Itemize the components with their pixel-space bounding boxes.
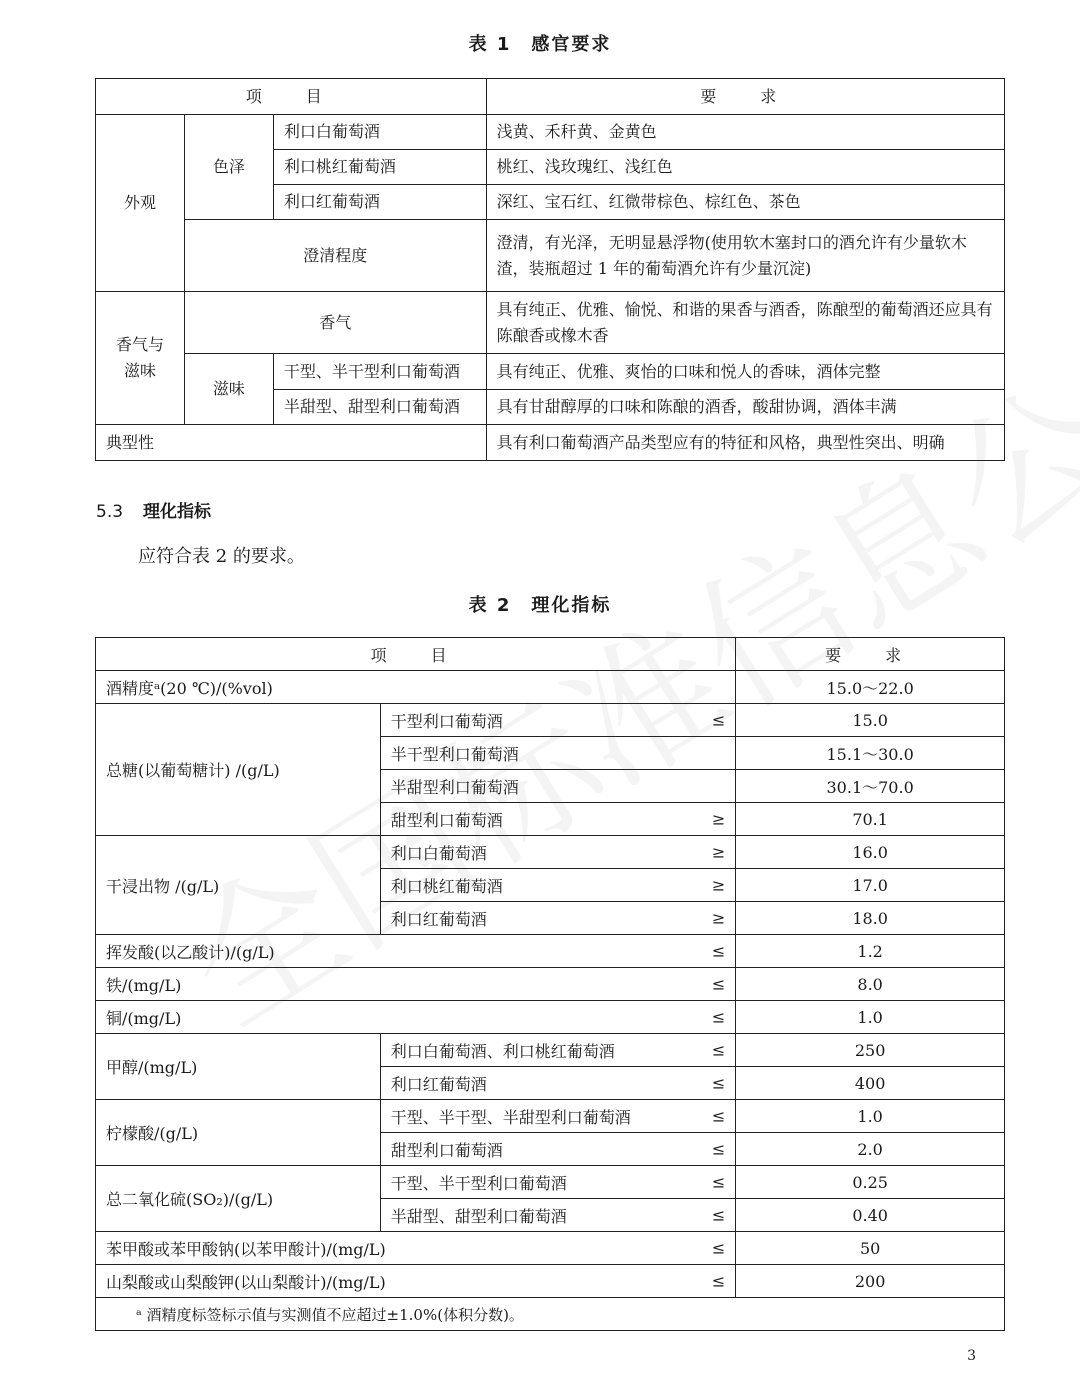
- item-white: 利口白葡萄酒: [273, 115, 486, 150]
- item-aroma: 香气: [184, 292, 486, 354]
- comparison-symbol: ≤: [711, 1007, 726, 1027]
- extract-value-1: 16.0: [736, 836, 1005, 869]
- sorbic-row: [96, 1265, 736, 1298]
- header-item: 项 目: [96, 79, 487, 115]
- section-title: 理化指标: [143, 502, 212, 522]
- citric-acid-label: 柠檬酸/(g/L): [96, 1100, 381, 1166]
- req-aroma: 具有纯正、优雅、愉悦、和谐的果香与酒香，陈酿型的葡萄酒还应具有陈酿香或橡木香: [486, 292, 1004, 354]
- benzoic-label: 苯甲酸或苯甲酸钠(以苯甲酸计)/(mg/L): [106, 1239, 386, 1259]
- sugar-sub-2: [380, 737, 736, 770]
- table-row: [96, 671, 1005, 704]
- sub-label: 甜型利口葡萄酒: [390, 1140, 503, 1160]
- so2-value-2: 0.40: [736, 1199, 1005, 1232]
- sub-label: 利口红葡萄酒: [390, 909, 487, 929]
- table-row: [96, 1100, 1005, 1133]
- volatile-acid-row: [96, 935, 736, 968]
- so2-value-1: 0.25: [736, 1166, 1005, 1199]
- body-paragraph: 应符合表 2 的要求。: [138, 546, 305, 567]
- table-row: [96, 354, 1005, 390]
- sub-label: 利口白葡萄酒: [390, 843, 487, 863]
- page-number: 3: [967, 1348, 976, 1364]
- table-row: [96, 1166, 1005, 1199]
- table-row: [96, 1034, 1005, 1067]
- header-requirement: 要 求: [486, 79, 1004, 115]
- sub-label: 利口白葡萄酒、利口桃红葡萄酒: [390, 1041, 615, 1061]
- subcategory-taste: 滋味: [184, 354, 273, 425]
- table-row: [96, 935, 1005, 968]
- so2-sub-2: [380, 1199, 736, 1232]
- item-sweet: 半甜型、甜型利口葡萄酒: [273, 390, 486, 425]
- table-row: [96, 292, 1005, 354]
- table-row: [96, 220, 1005, 292]
- so2-sub-1: [380, 1166, 736, 1199]
- subcategory-color: 色泽: [184, 115, 273, 220]
- table-row: [96, 836, 1005, 869]
- sub-label: 半干型利口葡萄酒: [390, 744, 519, 764]
- sub-label: 干型、半干型利口葡萄酒: [390, 1173, 567, 1193]
- sub-label: 利口桃红葡萄酒: [390, 876, 503, 896]
- sugar-sub-4: [380, 803, 736, 836]
- extract-sub-3: [380, 902, 736, 935]
- volatile-acid-label: 挥发酸(以乙酸计)/(g/L): [106, 942, 275, 962]
- table-row: [96, 1265, 1005, 1298]
- req-clarity: 澄清，有光泽，无明显悬浮物(使用软木塞封口的酒允许有少量软木渣，装瓶超过 1 年的葡萄酒允许有少量沉淀): [486, 220, 1004, 292]
- table-row: [96, 704, 1005, 737]
- copper-row: [96, 1001, 736, 1034]
- volatile-acid-value: 1.2: [736, 935, 1005, 968]
- category-typicality: 典型性: [96, 425, 487, 461]
- item-red: 利口红葡萄酒: [273, 185, 486, 220]
- physicochemical-table: [95, 637, 1005, 1331]
- comparison-symbol: ≤: [711, 1172, 726, 1192]
- methanol-value-2: 400: [736, 1067, 1005, 1100]
- table-footnote: ᵃ 酒精度标签标示值与实测值不应超过±1.0%(体积分数)。: [96, 1298, 1005, 1331]
- copper-label: 铜/(mg/L): [106, 1008, 182, 1028]
- methanol-label: 甲醇/(mg/L): [96, 1034, 381, 1100]
- sub-label: 利口红葡萄酒: [390, 1074, 487, 1094]
- sensory-requirements-table: [95, 78, 1005, 461]
- item-dry: 干型、半干型利口葡萄酒: [273, 354, 486, 390]
- category-appearance: 外观: [96, 115, 185, 292]
- alcohol-value: 15.0～22.0: [736, 671, 1005, 704]
- sugar-value-2: 15.1～30.0: [736, 737, 1005, 770]
- extract-sub-2: [380, 869, 736, 902]
- item-clarity: 澄清程度: [184, 220, 486, 292]
- comparison-symbol: ≤: [711, 941, 726, 961]
- table-row: [96, 79, 1005, 115]
- table-row: [96, 115, 1005, 150]
- section-heading: [96, 497, 211, 522]
- header-item: 项 目: [96, 638, 736, 671]
- citric-value-1: 1.0: [736, 1100, 1005, 1133]
- sub-label: 干型、半干型、半甜型利口葡萄酒: [390, 1107, 631, 1127]
- extract-value-2: 17.0: [736, 869, 1005, 902]
- comparison-symbol: ≤: [711, 1238, 726, 1258]
- table-row: [96, 1298, 1005, 1331]
- header-requirement: 要 求: [736, 638, 1005, 671]
- extract-value-3: 18.0: [736, 902, 1005, 935]
- citric-sub-1: [380, 1100, 736, 1133]
- comparison-symbol: ≤: [711, 1040, 726, 1060]
- req-typicality: 具有利口葡萄酒产品类型应有的特征和风格，典型性突出、明确: [486, 425, 1004, 461]
- req-sweet: 具有甘甜醇厚的口味和陈酿的酒香，酸甜协调，酒体丰满: [486, 390, 1004, 425]
- table2-title: 表 2 理化指标: [468, 595, 612, 616]
- table-row: [96, 1232, 1005, 1265]
- comparison-symbol: ≤: [711, 1271, 726, 1291]
- benzoic-row: [96, 1232, 736, 1265]
- comparison-symbol: ≤: [711, 1106, 726, 1126]
- sugar-value-4: 70.1: [736, 803, 1005, 836]
- comparison-symbol: ≤: [711, 1139, 726, 1159]
- table-row: [96, 968, 1005, 1001]
- sugar-value-3: 30.1～70.0: [736, 770, 1005, 803]
- comparison-symbol: ≤: [711, 974, 726, 994]
- iron-row: [96, 968, 736, 1001]
- methanol-value-1: 250: [736, 1034, 1005, 1067]
- comparison-symbol: ≥: [711, 842, 726, 862]
- extract-sub-1: [380, 836, 736, 869]
- table-row: [96, 425, 1005, 461]
- sub-label: 甜型利口葡萄酒: [390, 810, 503, 830]
- iron-value: 8.0: [736, 968, 1005, 1001]
- sorbic-label: 山梨酸或山梨酸钾(以山梨酸计)/(mg/L): [106, 1272, 386, 1292]
- extract-label: 干浸出物 /(g/L): [96, 836, 381, 935]
- comparison-symbol: ≥: [711, 809, 726, 829]
- methanol-sub-2: [380, 1067, 736, 1100]
- sugar-sub-3: [380, 770, 736, 803]
- citric-sub-2: [380, 1133, 736, 1166]
- category-aroma-taste: 香气与滋味: [96, 292, 185, 425]
- req-rose: 桃红、浅玫瑰红、浅红色: [486, 150, 1004, 185]
- sugar-sub-1: [380, 704, 736, 737]
- iron-label: 铁/(mg/L): [106, 975, 182, 995]
- comparison-symbol: ≤: [711, 1073, 726, 1093]
- sub-label: 半甜型、甜型利口葡萄酒: [390, 1206, 567, 1226]
- req-red: 深红、宝石红、红微带棕色、棕红色、茶色: [486, 185, 1004, 220]
- comparison-symbol: ≥: [711, 875, 726, 895]
- table-row: [96, 638, 1005, 671]
- comparison-symbol: ≥: [711, 908, 726, 928]
- table-row: [96, 1001, 1005, 1034]
- sub-label: 半甜型利口葡萄酒: [390, 777, 519, 797]
- copper-value: 1.0: [736, 1001, 1005, 1034]
- item-rose: 利口桃红葡萄酒: [273, 150, 486, 185]
- req-white: 浅黄、禾秆黄、金黄色: [486, 115, 1004, 150]
- comparison-symbol: ≤: [711, 710, 726, 730]
- table1-title: 表 1 感官要求: [468, 34, 612, 55]
- req-dry: 具有纯正、优雅、爽怡的口味和悦人的香味，酒体完整: [486, 354, 1004, 390]
- sorbic-value: 200: [736, 1265, 1005, 1298]
- comparison-symbol: ≤: [711, 1205, 726, 1225]
- benzoic-value: 50: [736, 1232, 1005, 1265]
- alcohol-label: 酒精度ᵃ(20 ℃)/(%vol): [96, 671, 736, 704]
- sub-label: 干型利口葡萄酒: [390, 711, 503, 731]
- citric-value-2: 2.0: [736, 1133, 1005, 1166]
- so2-label: 总二氧化硫(SO₂)/(g/L): [96, 1166, 381, 1232]
- sugar-value-1: 15.0: [736, 704, 1005, 737]
- sugar-label: 总糖(以葡萄糖计) /(g/L): [96, 704, 381, 836]
- methanol-sub-1: [380, 1034, 736, 1067]
- section-number: 5.3: [96, 502, 124, 522]
